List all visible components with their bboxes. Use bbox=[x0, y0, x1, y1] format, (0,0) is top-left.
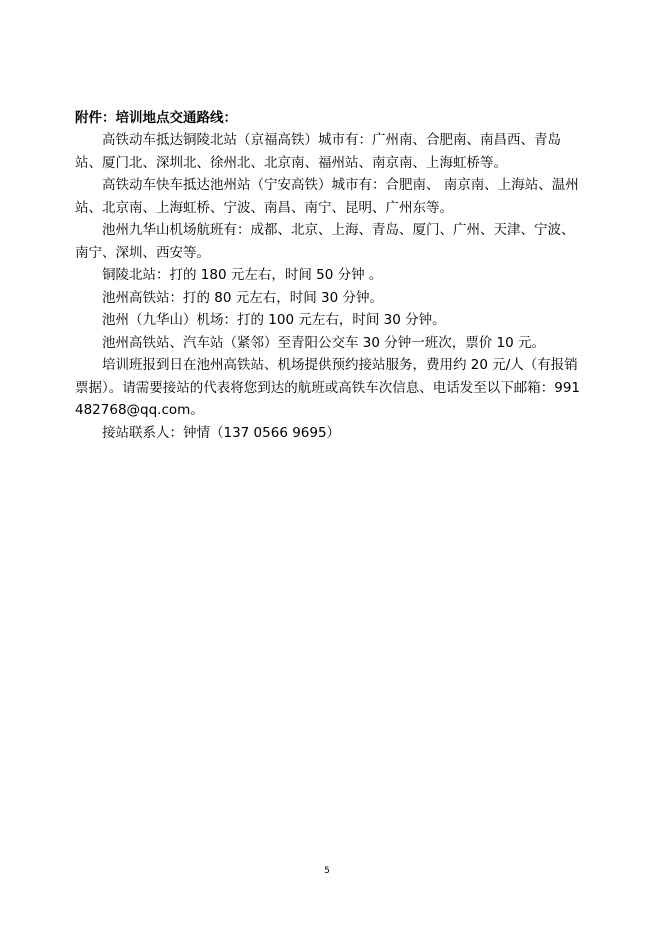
paragraph-airport-flights: 池州九华山机场航班有：成都、北京、上海、青岛、厦门、广州、天津、宁波、南宁、深圳、西安等。 bbox=[75, 222, 575, 261]
paragraph-bus-info: 池州高铁站、汽车站（紧邻）至青阳公交车 30 分钟一班次，票价 10 元。 bbox=[102, 334, 546, 351]
paragraph-airport-taxi: 池州（九华山）机场：打的 100 元左右，时间 30 分钟。 bbox=[102, 312, 446, 328]
paragraph-chizhou-station-cities: 高铁动车快车抵达池州站（宁安高铁）城市有：合肥南、 南京南、上海站、温州站、北京南、上海虹桥、宁波、南昌、南宁、昆明、广州东等。 bbox=[75, 177, 579, 216]
attachment-heading: 附件：培训地点交通路线： bbox=[75, 110, 237, 126]
paragraph-chizhou-rail-taxi: 池州高铁站：打的 80 元左右，时间 30 分钟。 bbox=[102, 289, 384, 306]
document-body bbox=[75, 107, 585, 444]
page-number: 5 bbox=[324, 866, 330, 876]
paragraph-pickup-contact: 接站联系人：钟情（137 0566 9695） bbox=[102, 424, 341, 441]
paragraph-tongling-north-taxi: 铜陵北站：打的 180 元左右，时间 50 分钟 。 bbox=[102, 267, 383, 283]
paragraph-pickup-service: 培训班报到日在池州高铁站、机场提供预约接站服务，费用约 20 元/人（有报销票据）。请需要接站的代表将您到达的航班或高铁车次信息、电话发至以下邮箱：991482768@qq.com。 bbox=[75, 357, 581, 418]
paragraph-tongling-north-cities: 高铁动车抵达铜陵北站（京福高铁）城市有：广州南、合肥南、南昌西、青岛站、厦门北、深圳北、徐州北、北京南、福州站、南京南、上海虹桥等。 bbox=[75, 132, 561, 171]
